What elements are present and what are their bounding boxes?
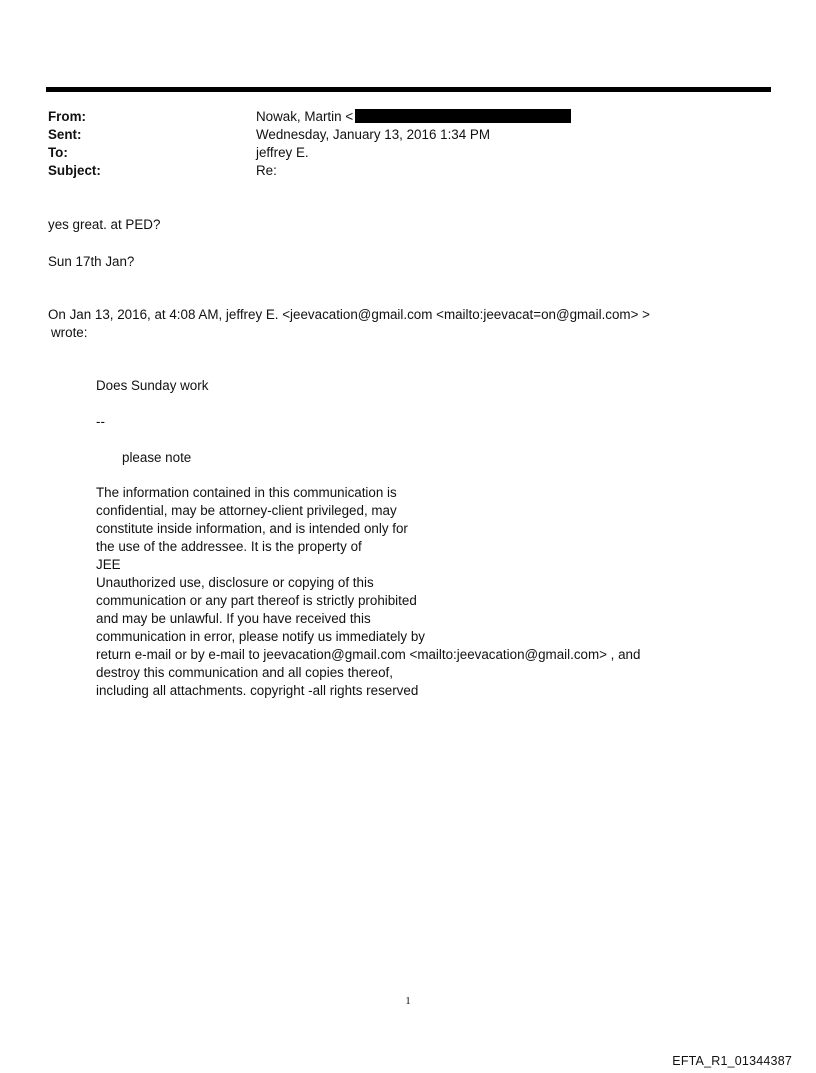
disclaimer-line: including all attachments. copyright -all rights reserved [96, 683, 419, 698]
document-id: EFTA_R1_01344387 [672, 1054, 792, 1068]
please-note: please note [122, 450, 192, 465]
sender-angle: < [345, 109, 354, 124]
disclaimer-line: and may be unlawful. If you have received this [96, 611, 371, 626]
disclaimer-line: constitute inside information, and is intended only for [96, 521, 408, 536]
disclaimer-line: the use of the addressee. It is the property of [96, 539, 362, 554]
disclaimer-line: Unauthorized use, disclosure or copying of this [96, 575, 374, 590]
redaction-block [355, 109, 571, 123]
disclaimer-line: The information contained in this communication is [96, 485, 397, 500]
disclaimer-line: destroy this communication and all copies thereof, [96, 665, 393, 680]
disclaimer-line: confidential, may be attorney-client privileged, may [96, 503, 397, 518]
disclaimer-line: communication or any part thereof is strictly prohibited [96, 593, 417, 608]
signature-separator: -- [96, 414, 105, 429]
from-row [48, 108, 748, 126]
disclaimer-line: JEE [96, 557, 121, 572]
to-value: jeffrey E. [256, 145, 309, 160]
to-row [48, 144, 748, 162]
subject-label: Subject: [48, 163, 101, 178]
subject-value: Re: [256, 163, 277, 178]
sent-value: Wednesday, January 13, 2016 1:34 PM [256, 127, 490, 142]
sent-label: Sent: [48, 127, 82, 142]
disclaimer-line: return e-mail or by e-mail to jeevacation@gmail.com <mailto:jeevacation@gmail.com> , and [96, 647, 641, 662]
email-header [48, 108, 748, 180]
from-value [256, 108, 571, 126]
subject-row [48, 162, 748, 180]
confidentiality-disclaimer [96, 484, 640, 700]
page-number: 1 [405, 995, 411, 1007]
header-divider [46, 87, 771, 92]
quote-intro: On Jan 13, 2016, at 4:08 AM, jeffrey E. <jeevacation@gmail.com <mailto:jeevacat=on@gmail.com> > [48, 307, 650, 322]
from-label: From: [48, 109, 86, 124]
sent-row [48, 126, 748, 144]
reply-line-1: yes great. at PED? [48, 217, 161, 232]
quote-intro-wrote: wrote: [51, 325, 88, 340]
disclaimer-line: communication in error, please notify us immediately by [96, 629, 425, 644]
reply-line-2: Sun 17th Jan? [48, 254, 135, 269]
sender-name: Nowak, Martin [256, 109, 342, 124]
to-label: To: [48, 145, 68, 160]
quoted-message: Does Sunday work [96, 378, 209, 393]
